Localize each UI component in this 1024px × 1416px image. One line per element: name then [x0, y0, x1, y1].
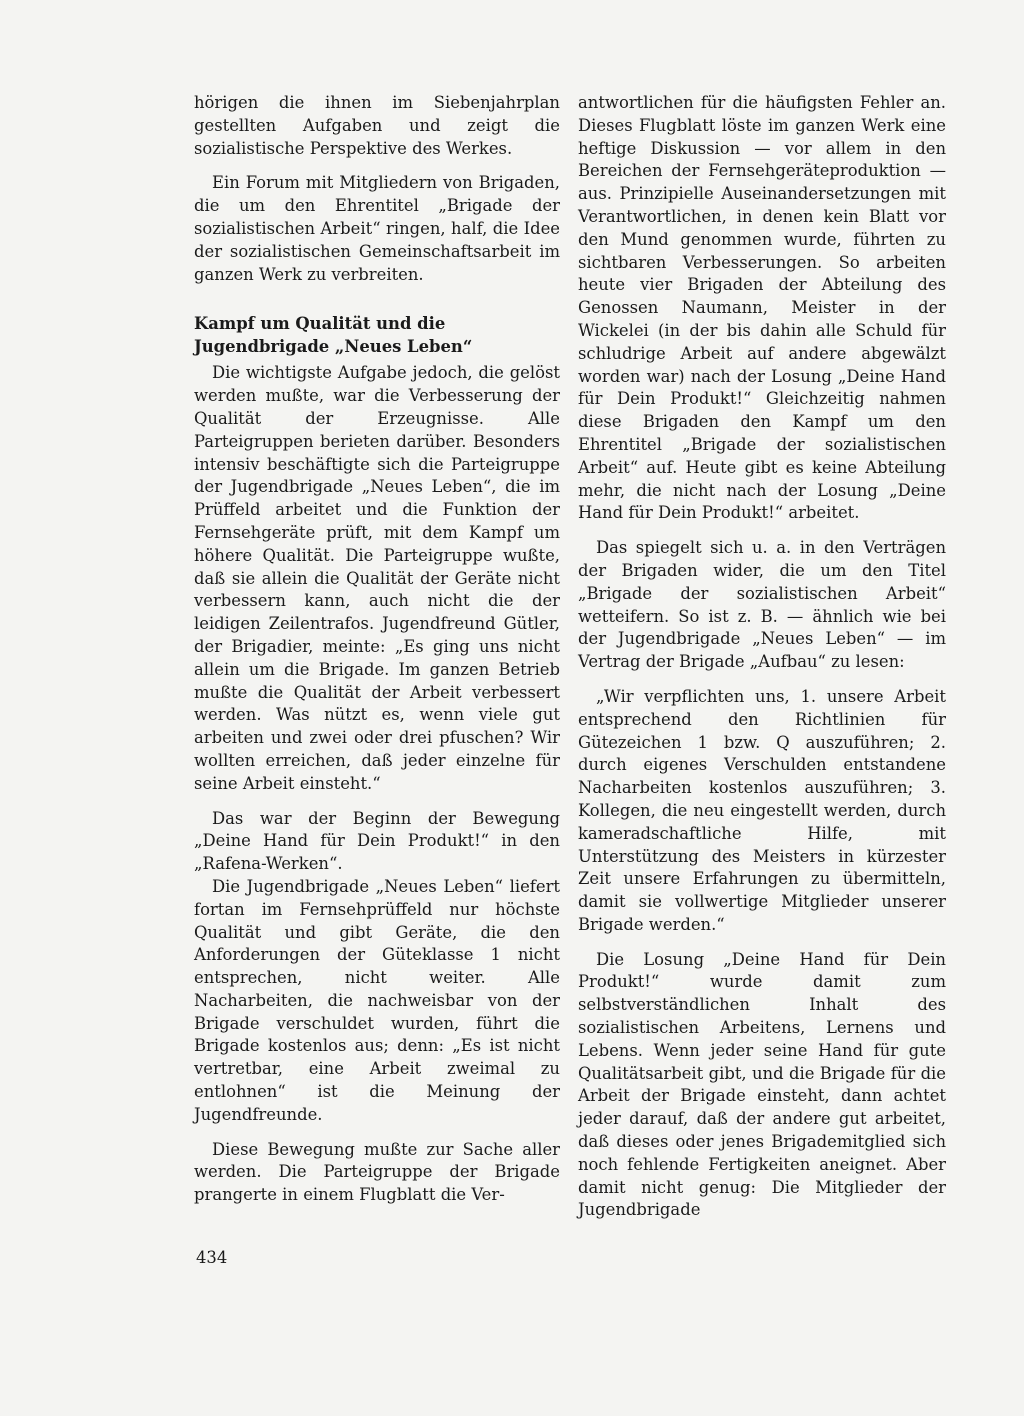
paragraph-slogan: Die Losung „Deine Hand für Dein Produkt!“ wurde damit zum selbstverständlichen Inhalt des sozialistischen Arbeitens, Lernens und Lebens. Wenn jeder seine Hand für gute Qualitätsarbeit gibt, und die Brigade für die Arbeit der Brigade einsteht, dann achtet jeder darauf, daß der andere gut arbeitet, daß dieses oder jenes Brigademitglied sich noch fehlende Fertigkeiten aneignet. Aber damit nicht genug: Die Mitglieder der Jugendbrigade [578, 949, 946, 1220]
paragraph-quality: Die wichtigste Aufgabe jedoch, die gelöst werden mußte, war die Verbesserung der Qualität der Erzeugnisse. Alle Parteigruppen berieten darüber. Besonders intensiv beschäftigte sich die Parteigruppe der Jugendbrigade „Neues Leben“, die im Prüffeld arbeitet und die Funktion der Fernsehgeräte prüft, mit dem Kampf um höhere Qualität. Die Parteigruppe wußte, daß sie allein die Qualität der Geräte nicht verbessern kann, auch nicht die der leidigen Zeilentrafos. Jugendfreund Gütler, der Brigadier, meinte: „Es ging uns nicht allein um die Brigade. Im ganzen Betrieb mußte die Qualität der Arbeit verbessert werden. Was nützt es, wenn viele gut arbeiten und zwei oder drei pfuschen? Wir wollten erreichen, daß jeder einzelne für seine Arbeit einsteht.“ [194, 363, 560, 793]
left-column [194, 92, 560, 1207]
paragraph-youth-brigade: Die Jugendbrigade „Neues Leben“ liefert fortan im Fernsehprüffeld nur höchste Qualität und gibt Geräte, die den Anforderungen der Güteklasse 1 nicht entsprechen, nicht weiter. Alle Nacharbeiten, die nachweisbar von der Brigade verschuldet wurden, führt die Brigade kostenlos aus; denn: „Es ist nicht vertretbar, eine Arbeit zweimal zu entlohnen“ ist die Meinung der Jugendfreunde. [194, 876, 560, 1124]
section-heading [194, 312, 560, 358]
page-number: 434 [196, 1248, 228, 1267]
paragraph-responsible: antwortlichen für die häufigsten Fehler an. Dieses Flugblatt löste im ganzen Werk eine heftige Diskussion — vor allem in den Bereichen der Fernsehgeräteproduktion — aus. Prinzipielle Auseinandersetzungen mit Verantwortlichen, in denen kein Blatt vor den Mund genommen wurde, führten zu sichtbaren Verbesserungen. So arbeiten heute vier Brigaden der Abteilung des Genossen Naumann, Meister in der Wickelei (in der bis dahin alle Schuld für schludrige Arbeit auf andere abgewälzt worden war) nach der Losung „Deine Hand für Dein Produkt!“ Gleichzeitig nahmen diese Brigaden den Kampf um den Ehrentitel „Brigade der sozialistischen Arbeit“ auf. Heute gibt es keine Abteilung mehr, die nicht nach der Losung „Deine Hand für Dein Produkt!“ arbeitet. [578, 93, 946, 523]
paragraph-movement-start: Das war der Beginn der Bewegung „Deine Hand für Dein Produkt!“ in den „Rafena-Werken“. [194, 808, 560, 874]
contract-quote-text: „Wir verpflichten uns, 1. unsere Arbeit entsprechend den Richtlinien für Gütezeichen 1 bzw. Q auszuführen; 2. durch eigenes Verschulden entstandene Nacharbeiten kostenlos auszuführen; 3. Kollegen, die neu eingestellt werden, durch kameradschaftliche Hilfe, mit Unterstützung des Meisters in kürzester Zeit unsere Erfahrungen zu übermitteln, damit sie vollwertige Mitglieder unserer Brigade werden.“ [578, 686, 946, 934]
paragraph-forum: Ein Forum mit Mitgliedern von Brigaden, die um den Ehrentitel „Brigade der sozialistischen Arbeit“ ringen, half, die Idee der sozialistischen Gemeinschaftsarbeit im ganzen Werk zu verbreiten. [194, 173, 560, 284]
section-heading-line-2: Jugendbrigade „Neues Leben“ [194, 337, 473, 357]
paragraph-flyer: Diese Bewegung mußte zur Sache aller werden. Die Parteigruppe der Brigade prangerte in einem Flugblatt die Ver- [194, 1139, 560, 1205]
section-heading-line-1: Kampf um Qualität und die [194, 314, 446, 334]
contract-quote [578, 686, 946, 937]
paragraph-continuation: hörigen die ihnen im Siebenjahrplan gestellten Aufgaben und zeigt die sozialistische Perspektive des Werkes. [194, 93, 560, 158]
right-column [578, 92, 946, 1222]
paragraph-contracts: Das spiegelt sich u. a. in den Verträgen der Brigaden wider, die um den Titel „Brigade der sozialistischen Arbeit“ wetteifern. So ist z. B. — ähnlich wie bei der Jugendbrigade „Neues Leben“ — im Vertrag der Brigade „Aufbau“ zu lesen: [578, 538, 946, 672]
